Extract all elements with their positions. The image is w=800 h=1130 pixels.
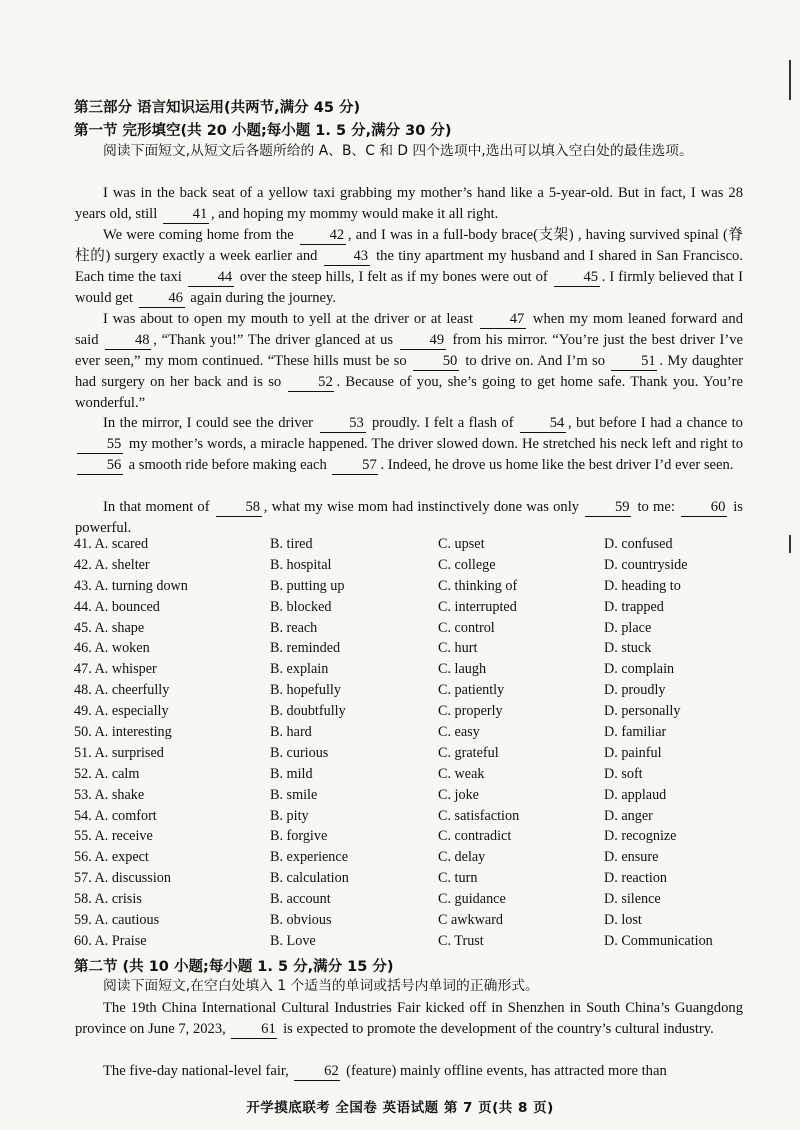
option-row: 57. A. discussion B. calculation C. turn D. reaction — [74, 870, 668, 887]
passage-paragraph-2: We were coming home from the 42 , and I was in a full-body brace(支架) , having survived spinal (脊柱的) surgery exactly a week earlier and 43 the tiny apartment my husband and I shared in San Francisco. Each time the taxi 44 over the steep hills, I felt as if my bones were out of 45 . I firmly believed that I would get 46 again during the journey. — [75, 227, 743, 306]
blank-53[interactable]: 53 — [320, 415, 366, 433]
option-row: 53. A. shake B. smile C. joke D. applaud — [74, 786, 667, 803]
blank-42[interactable]: 42 — [300, 227, 346, 245]
blank-48[interactable]: 48 — [105, 332, 151, 350]
passage-paragraph-1: I was in the back seat of a yellow taxi grabbing my mother’s hand like a 5-year-old. But in fact, I was 28 years old, still 41 , and hoping my mommy would make it all right. — [75, 185, 743, 222]
section2-heading: 第二节 (共 10 小题;每小题 1. 5 分,满分 15 分) — [74, 959, 394, 975]
section1-instruction: 阅读下面短文,从短文后各题所给的 A、B、C 和 D 四个选项中,选出可以填入空白处的最佳选项。 — [103, 143, 693, 159]
blank-55[interactable]: 55 — [77, 436, 123, 454]
option-row: 49. A. especially B. doubtfully C. properly D. personally — [74, 703, 681, 720]
blank-61[interactable]: 61 — [231, 1021, 277, 1039]
option-row: 56. A. expect B. experience C. delay D. ensure — [74, 849, 659, 866]
blank-56[interactable]: 56 — [77, 457, 123, 475]
blank-43[interactable]: 43 — [324, 248, 370, 266]
blank-41[interactable]: 41 — [163, 206, 209, 224]
option-row: 42. A. shelter B. hospital C. college D. countryside — [74, 556, 688, 573]
scan-edge-mark — [789, 535, 791, 553]
blank-46[interactable]: 46 — [139, 290, 185, 308]
blank-52[interactable]: 52 — [288, 374, 334, 392]
blank-58[interactable]: 58 — [216, 499, 262, 517]
part3-heading: 第三部分 语言知识运用(共两节,满分 45 分) — [74, 100, 361, 116]
option-row: 59. A. cautious B. obvious C awkward D. lost — [74, 912, 642, 929]
blank-51[interactable]: 51 — [611, 353, 657, 371]
blank-44[interactable]: 44 — [188, 269, 234, 287]
blank-57[interactable]: 57 — [332, 457, 378, 475]
section1-heading: 第一节 完形填空(共 20 小题;每小题 1. 5 分,满分 30 分) — [74, 123, 452, 139]
blank-59[interactable]: 59 — [585, 499, 631, 517]
option-row: 52. A. calm B. mild C. weak D. soft — [74, 765, 643, 782]
passage-paragraph-3: I was about to open my mouth to yell at the driver or at least 47 when my mom leaned forward and said 48 , “Thank you!” The driver glanced at us 49 from his mirror. “You’re just the best driver I’ve ever seen,” my mom continued. “These hills must be so 50 to drive on. And I’m so 51 . My daughter had surgery on her back and is so 52 . Because of you, she’s going to get home safe. Thank you. You’re wonderful.” — [75, 311, 744, 411]
blank-60[interactable]: 60 — [681, 499, 727, 517]
passage-paragraph-5: In that moment of 58 , what my wise mom had instinctively done was only 59 to me: 60 is powerful. — [75, 499, 743, 536]
option-row: 55. A. receive B. forgive C. contradict D. recognize — [74, 828, 677, 845]
option-row: 54. A. comfort B. pity C. satisfaction D. anger — [74, 807, 653, 824]
passage-paragraph-4: In the mirror, I could see the driver 53 proudly. I felt a flash of 54 , but before I had a chance to 55 my mother’s words, a miracle happened. The driver slowed down. He stretched his neck left and right to 56 a smooth ride before making each 57 . Indeed, he drove us home like the best driver I’d ever seen. — [75, 413, 743, 476]
blank-49[interactable]: 49 — [400, 332, 446, 350]
section2-instruction: 阅读下面短文,在空白处填入 1 个适当的单词或括号内单词的正确形式。 — [103, 978, 539, 994]
blank-47[interactable]: 47 — [480, 311, 526, 329]
passage2-paragraph-1: The 19th China International Cultural Industries Fair kicked off in Shenzhen in South China’s Guangdong province on June 7, 2023, 61 is expected to promote the development of the country’s cultural industry. — [75, 1000, 743, 1037]
option-row: 58. A. crisis B. account C. guidance D. silence — [74, 891, 661, 908]
passage2-paragraph-2: The five-day national-level fair, 62 (feature) mainly offline events, has attracted more than — [103, 1063, 667, 1079]
blank-50[interactable]: 50 — [413, 353, 459, 371]
option-row: 51. A. surprised B. curious C. grateful D. painful — [74, 744, 662, 761]
page-footer: 开学摸底联考 全国卷 英语试题 第 7 页(共 8 页) — [246, 1100, 554, 1116]
option-row: 44. A. bounced B. blocked C. interrupted D. trapped — [74, 598, 664, 615]
blank-54[interactable]: 54 — [520, 415, 566, 433]
option-row: 43. A. turning down B. putting up C. thinking of D. heading to — [74, 577, 681, 594]
option-row: 50. A. interesting B. hard C. easy D. familiar — [74, 724, 667, 741]
option-row: 41. A. scared B. tired C. upset D. confused — [74, 536, 673, 552]
scan-edge-mark — [789, 60, 791, 100]
option-row: 60. A. Praise B. Love C. Trust D. Communication — [74, 932, 713, 949]
options-table — [74, 536, 744, 954]
option-row: 46. A. woken B. reminded C. hurt D. stuck — [74, 640, 652, 657]
option-row: 47. A. whisper B. explain C. laugh D. complain — [74, 661, 675, 678]
blank-62[interactable]: 62 — [294, 1063, 340, 1081]
option-row: 48. A. cheerfully B. hopefully C. patiently D. proudly — [74, 682, 666, 699]
option-row: 45. A. shape B. reach C. control D. place — [74, 619, 652, 636]
blank-45[interactable]: 45 — [554, 269, 600, 287]
